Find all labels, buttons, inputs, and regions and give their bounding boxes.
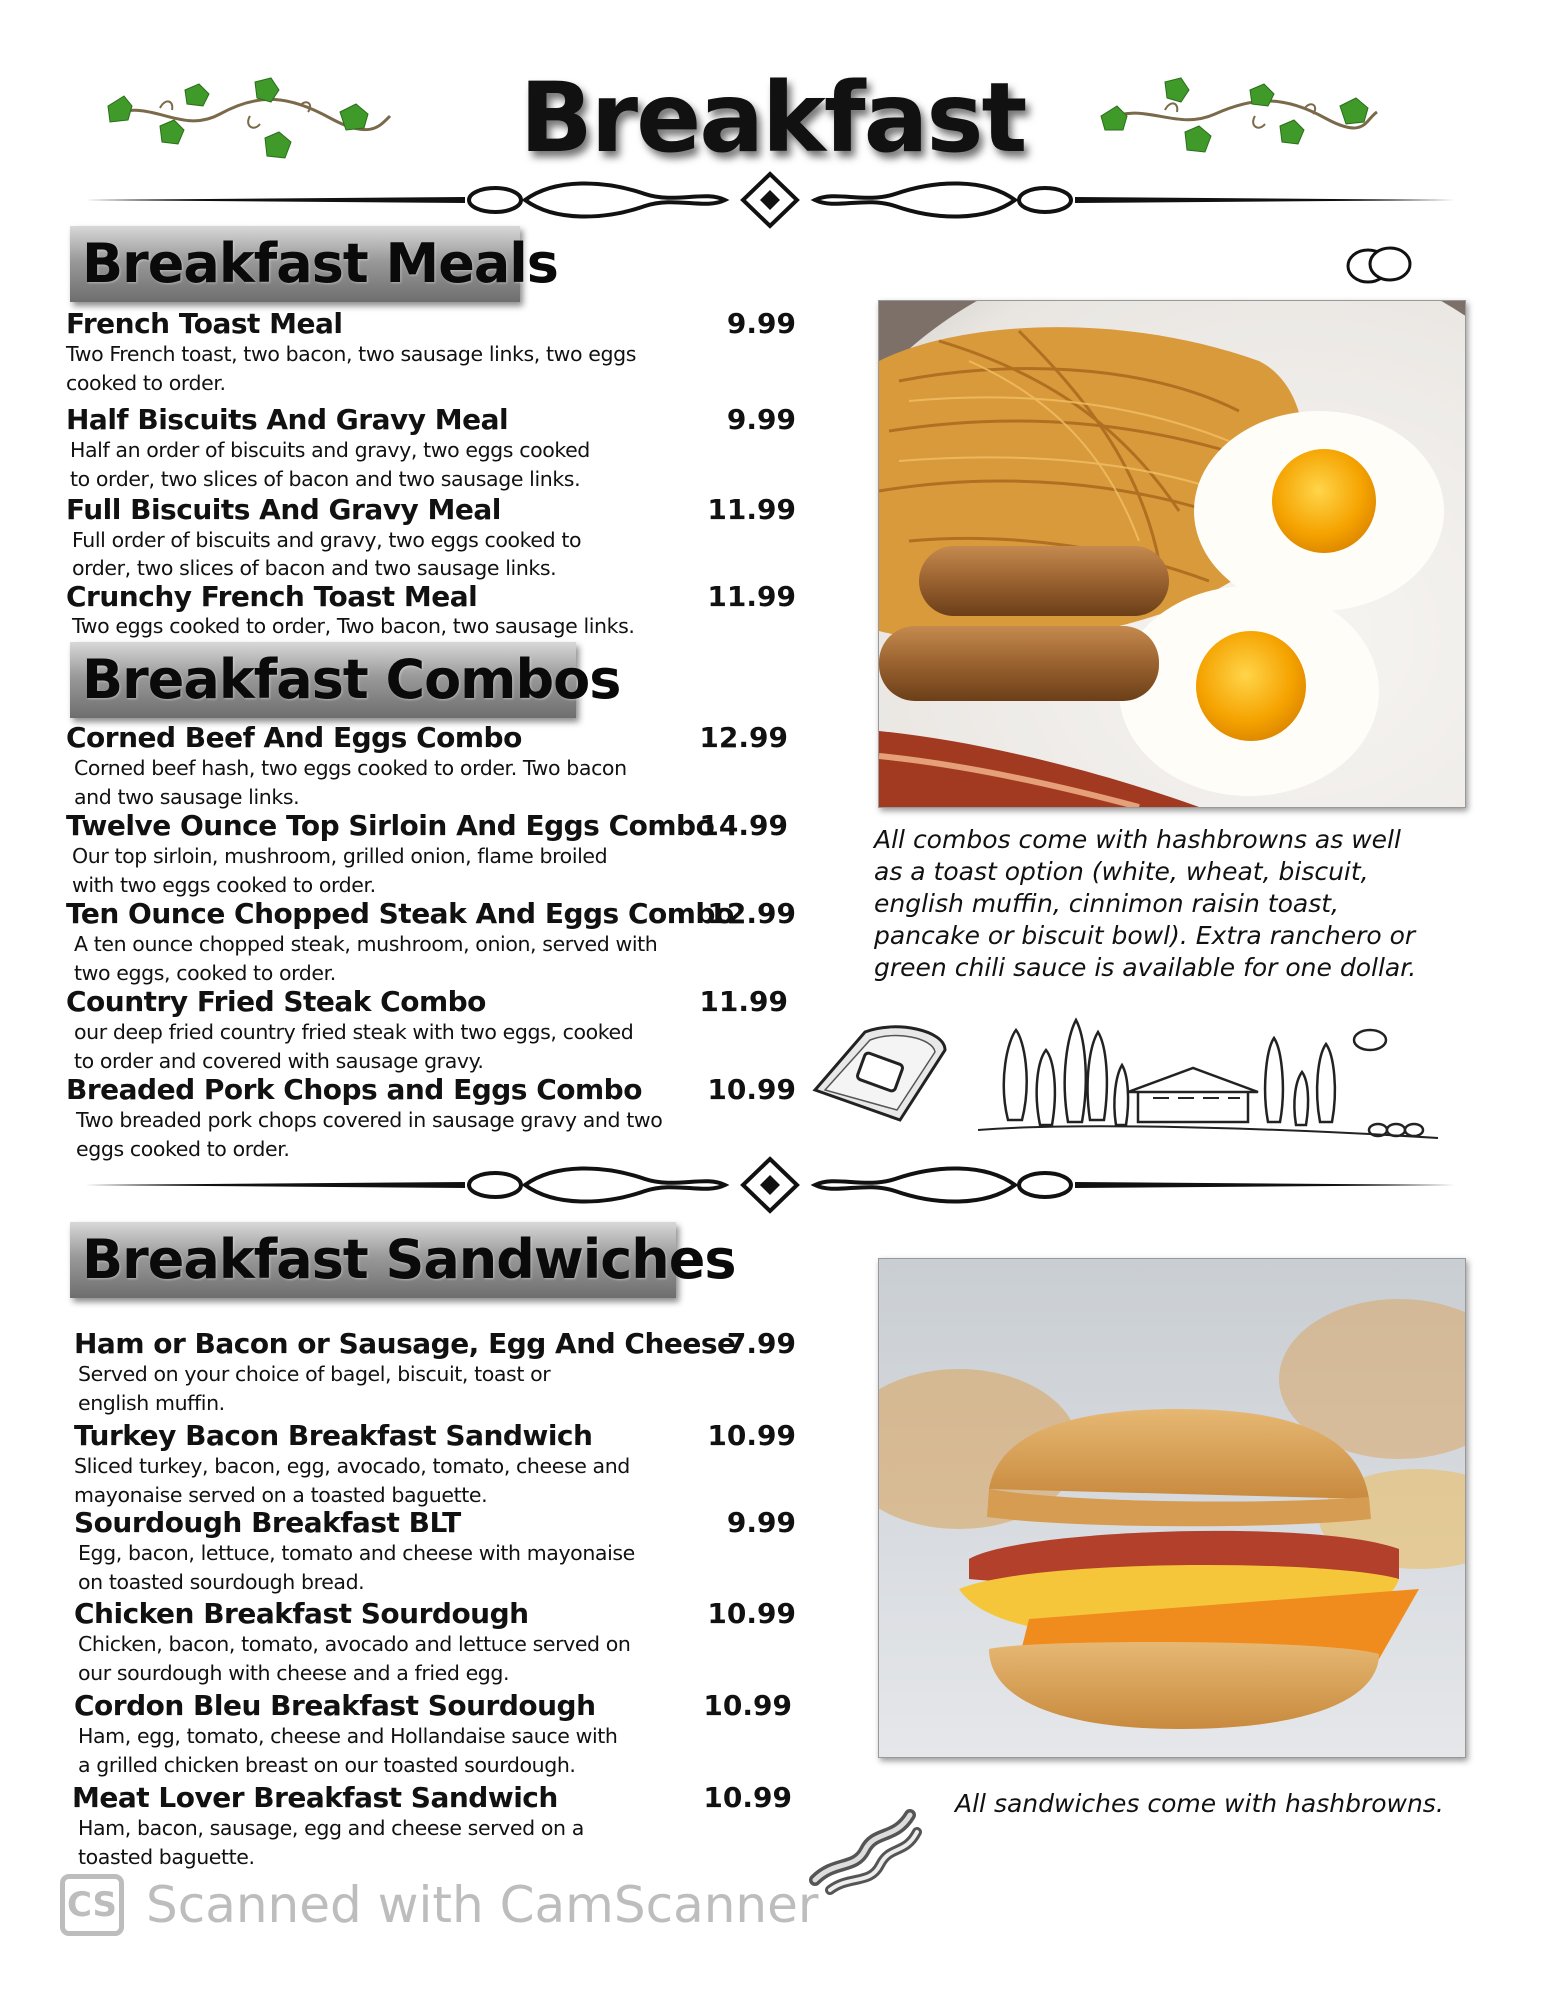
item-desc: A ten ounce chopped steak, mushroom, onion, served with (74, 932, 658, 956)
item-price: 9.99 (726, 1506, 796, 1539)
item-name: Breaded Pork Chops and Eggs Combo (66, 1073, 642, 1106)
menu-item (66, 308, 796, 398)
item-name: Turkey Bacon Breakfast Sandwich (74, 1419, 593, 1452)
section-header-combos: Breakfast Combos (70, 642, 576, 718)
item-name: Ham or Bacon or Sausage, Egg And Cheese (74, 1327, 736, 1360)
vine-icon (1095, 76, 1385, 176)
camscanner-logo: CS (60, 1874, 124, 1936)
item-price: 10.99 (707, 1597, 796, 1630)
menu-item (66, 581, 796, 639)
item-name: Cordon Bleu Breakfast Sourdough (74, 1689, 596, 1722)
combo-note-line: as a toast option (white, wheat, biscuit, (874, 857, 1369, 886)
menu-item (66, 1074, 796, 1164)
ornamental-divider-icon (85, 1155, 1455, 1215)
item-desc: to order and covered with sausage gravy. (74, 1049, 484, 1073)
menu-item (66, 722, 796, 812)
toast-icon (805, 1020, 955, 1130)
item-desc: a grilled chicken breast on our toasted sourdough. (78, 1753, 576, 1777)
item-price: 10.99 (703, 1781, 792, 1814)
section-header-sandwiches: Breakfast Sandwiches (70, 1222, 676, 1298)
egg-icon (1340, 240, 1420, 290)
item-desc: Served on your choice of bagel, biscuit, toast or (78, 1362, 551, 1386)
menu-item (66, 898, 796, 988)
menu-item (66, 810, 796, 900)
menu-item (66, 404, 796, 494)
item-desc: mayonaise served on a toasted baguette. (74, 1483, 488, 1507)
item-desc: toasted baguette. (78, 1845, 255, 1869)
ornamental-divider-icon (85, 170, 1455, 230)
page-title: Breakfast (519, 62, 1026, 174)
item-name: Ten Ounce Chopped Steak And Eggs Combo (66, 897, 734, 930)
item-price: 12.99 (699, 721, 788, 754)
menu-item (66, 986, 796, 1076)
item-price: 9.99 (726, 403, 796, 436)
item-price: 7.99 (726, 1327, 796, 1360)
item-name: Corned Beef And Eggs Combo (66, 721, 522, 754)
watermark-text: Scanned with CamScanner (146, 1876, 819, 1934)
item-desc: Two eggs cooked to order, Two bacon, two sausage links. (72, 614, 635, 638)
menu-item (74, 1690, 796, 1780)
item-desc: and two sausage links. (74, 785, 300, 809)
breakfast-sandwich-photo (878, 1258, 1466, 1758)
item-desc: order, two slices of bacon and two sausage links. (72, 556, 557, 580)
combo-note-line: green chili sauce is available for one dollar. (874, 953, 1417, 982)
camscanner-watermark (60, 1870, 818, 1940)
item-name: Half Biscuits And Gravy Meal (66, 403, 509, 436)
bacon-icon (805, 1800, 925, 1900)
breakfast-plate-photo (878, 300, 1466, 808)
item-price: 11.99 (707, 493, 796, 526)
menu-item (74, 1507, 796, 1597)
item-desc: Two French toast, two bacon, two sausage links, two eggs (66, 342, 637, 366)
item-name: French Toast Meal (66, 307, 343, 340)
item-price: 10.99 (703, 1689, 792, 1722)
item-name: Twelve Ounce Top Sirloin And Eggs Combo (66, 809, 715, 842)
item-price: 10.99 (707, 1073, 796, 1106)
vine-icon (100, 76, 400, 176)
menu-item (74, 1420, 796, 1510)
item-price: 9.99 (726, 307, 796, 340)
section-header-meals: Breakfast Meals (70, 226, 520, 302)
item-name: Crunchy French Toast Meal (66, 580, 478, 613)
item-desc: Sliced turkey, bacon, egg, avocado, tomato, cheese and (74, 1454, 630, 1478)
sandwich-note: All sandwiches come with hashbrowns. (955, 1789, 1444, 1818)
item-desc: two eggs, cooked to order. (74, 961, 336, 985)
item-desc: our sourdough with cheese and a fried egg. (78, 1661, 510, 1685)
item-desc: Chicken, bacon, tomato, avocado and lettuce served on (78, 1632, 631, 1656)
menu-item (74, 1598, 796, 1688)
item-desc: cooked to order. (66, 371, 226, 395)
item-price: 11.99 (699, 985, 788, 1018)
item-price: 14.99 (699, 809, 788, 842)
item-desc: Our top sirloin, mushroom, grilled onion, flame broiled (72, 844, 608, 868)
item-name: Meat Lover Breakfast Sandwich (72, 1781, 558, 1814)
combo-note-line: pancake or biscuit bowl). Extra ranchero or (874, 921, 1416, 950)
item-price: 12.99 (707, 897, 796, 930)
item-price: 10.99 (707, 1419, 796, 1452)
item-desc: Corned beef hash, two eggs cooked to order. Two bacon (74, 756, 627, 780)
item-desc: on toasted sourdough bread. (78, 1570, 365, 1594)
item-name: Sourdough Breakfast BLT (74, 1506, 461, 1539)
item-desc: english muffin. (78, 1391, 225, 1415)
item-name: Chicken Breakfast Sourdough (74, 1597, 529, 1630)
menu-item (72, 1782, 796, 1872)
menu-item (66, 494, 796, 582)
item-desc: to order, two slices of bacon and two sausage links. (70, 467, 581, 491)
item-name: Country Fried Steak Combo (66, 985, 486, 1018)
item-desc: our deep fried country fried steak with two eggs, cooked (74, 1020, 634, 1044)
combo-note (874, 824, 1416, 984)
combo-note-line: All combos come with hashbrowns as well (874, 825, 1401, 854)
menu-item (74, 1328, 796, 1418)
item-name: Full Biscuits And Gravy Meal (66, 493, 501, 526)
item-desc: eggs cooked to order. (76, 1137, 290, 1161)
item-desc: Ham, bacon, sausage, egg and cheese served on a (78, 1816, 584, 1840)
item-desc: Two breaded pork chops covered in sausage gravy and two (76, 1108, 663, 1132)
item-desc: Full order of biscuits and gravy, two eggs cooked to (72, 528, 582, 552)
item-desc: Half an order of biscuits and gravy, two eggs cooked (70, 438, 590, 462)
item-desc: Ham, egg, tomato, cheese and Hollandaise sauce with (78, 1724, 618, 1748)
item-desc: with two eggs cooked to order. (72, 873, 376, 897)
item-desc: Egg, bacon, lettuce, tomato and cheese with mayonaise (78, 1541, 635, 1565)
farm-landscape-icon (978, 1010, 1438, 1150)
item-price: 11.99 (707, 580, 796, 613)
combo-note-line: english muffin, cinnimon raisin toast, (874, 889, 1339, 918)
